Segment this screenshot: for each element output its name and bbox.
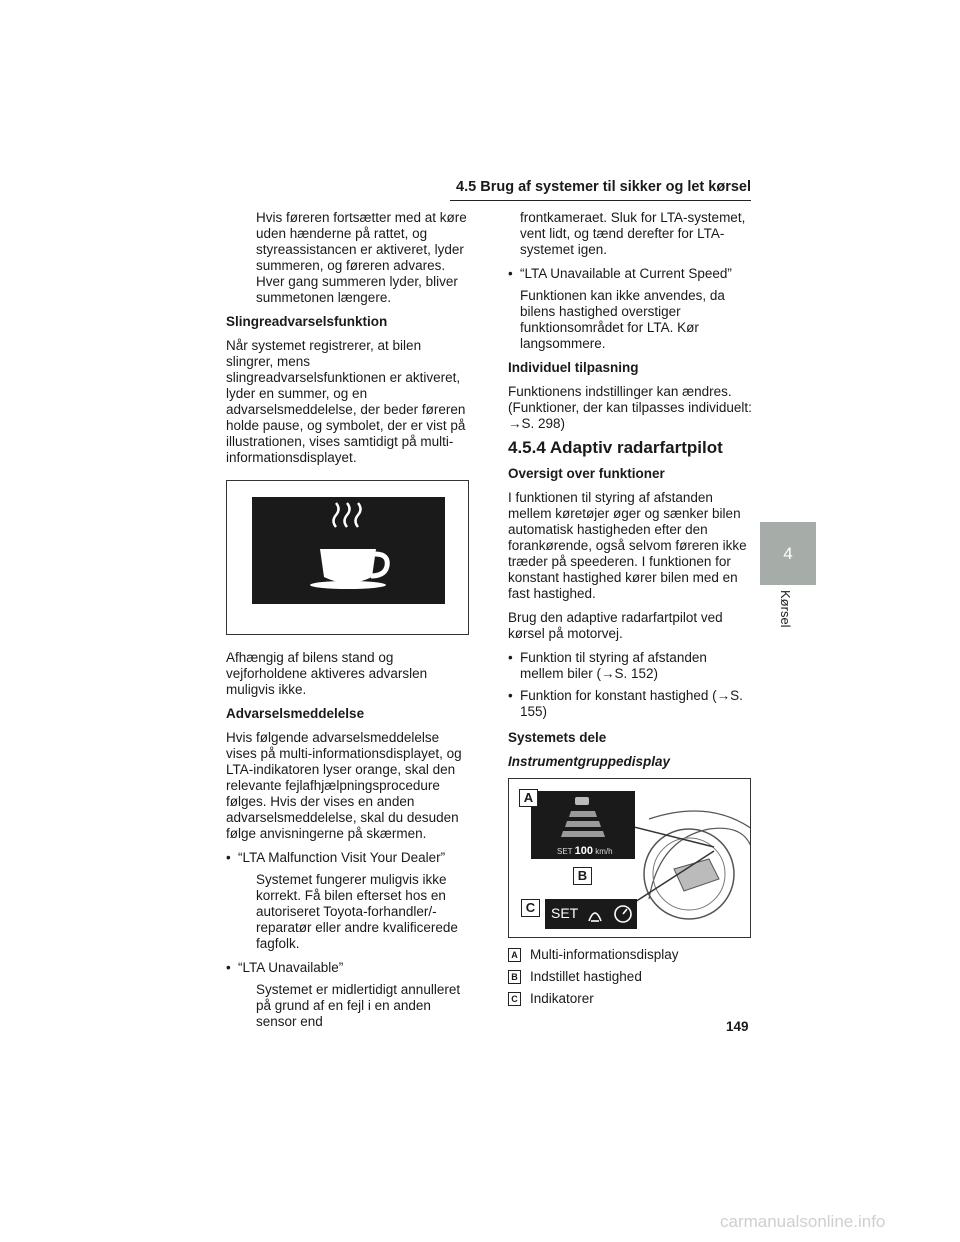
right-column [508, 210, 753, 784]
heading-slingreadvarsel: Slingreadvarselsfunktion [226, 314, 388, 329]
chapter-tab[interactable]: 4 [760, 522, 816, 585]
watermark: carmanualsonline.info [720, 1212, 886, 1231]
paragraph: Funktionens indstillinger kan ændres. (Funktioner, der kan tilpasses individuelt: →S. 298) [508, 384, 752, 431]
paragraph: Afhængig af bilens stand og vejforholdene aktiveres advarslen muligvis ikke. [226, 650, 428, 697]
paragraph: frontkameraet. Sluk for LTA-systemet, vent lidt, og tænd derefter for LTA-systemet igen. [520, 210, 746, 257]
list-item: • “LTA Malfunction Visit Your Dealer” [226, 850, 446, 865]
page-number: 149 [726, 1019, 749, 1034]
coffee-cup-icon [252, 497, 445, 604]
left-column-lower [226, 650, 471, 1038]
paragraph: Brug den adaptive radarfartpilot ved kørsel på motorvej. [508, 610, 723, 641]
callout-a: A [519, 789, 538, 807]
callout-b: B [573, 867, 592, 885]
paragraph: Systemet fungerer muligvis ikke korrekt. Få bilen efterset hos en autoriseret Toyota-forhandler/-reparatør eller andre kvalificerede fagfolk. [256, 872, 458, 951]
radar-cruise-icon [545, 899, 637, 929]
legend-item-c: C Indikatorer [508, 991, 594, 1006]
heading-instrumentgruppedisplay: Instrumentgruppedisplay [508, 754, 671, 769]
section-title: 4.5.4 Adaptiv radarfartpilot [508, 438, 723, 457]
display-screen [252, 497, 445, 604]
running-header: 4.5 Brug af systemer til sikker og let kørsel [450, 176, 751, 201]
list-item: • Funktion for konstant hastighed (→S. 155) [508, 688, 743, 719]
callout-c: C [521, 899, 540, 917]
legend-item-b: B Indstillet hastighed [508, 969, 642, 984]
paragraph: I funktionen til styring af afstanden mellem køretøjer øger og sænker bilen automatisk hastigheden efter den forankørende, også selvom føreren ikke træder på speederen. I funktionen for konstant hastighed kører bilen med en fast hastighed. [508, 490, 747, 601]
coffee-cup-figure [226, 480, 469, 635]
legend-item-a: A Multi-informationsdisplay [508, 947, 679, 962]
list-item: • Funktion til styring af afstanden mellem biler (→S. 152) [508, 650, 707, 681]
heading-oversigt: Oversigt over funktioner [508, 466, 665, 481]
left-column [226, 210, 471, 474]
paragraph: Når systemet registrerer, at bilen slingrer, mens slingreadvarselsfunktionen er aktiveret, lyder en summer, og en advarselsmeddelelse, der beder føreren holde pause, og symbolet, der er vist på illustrationen, vises samtidigt på multi-informationsdisplayet. [226, 338, 466, 465]
set-indicator: SET [551, 905, 579, 921]
paragraph: Hvis følgende advarselsmeddelelse vises på multi-informationsdisplayet, og LTA-indikatoren lyser orange, skal den relevante fejlafhjælpningsprocedure følges. Hvis der vises en anden advarselsmeddelelse, skal du desuden følge anvisningerne på skærmen. [226, 730, 462, 841]
list-item: • “LTA Unavailable at Current Speed” [508, 266, 732, 281]
heading-advarselsmeddelelse: Advarselsmeddelelse [226, 706, 365, 721]
multi-info-display [531, 791, 635, 859]
chapter-label: Kørsel [778, 590, 793, 628]
instrument-cluster-figure [508, 778, 751, 938]
heading-individuel-tilpasning: Individuel tilpasning [508, 360, 639, 375]
paragraph: Systemet er midlertidigt annulleret på grund af en fejl i en anden sensor end [256, 982, 461, 1029]
indicator-strip [545, 899, 637, 929]
paragraph: Hvis føreren fortsætter med at køre uden hænderne på rattet, og styreassistancen er aktiveret, lyder summeren, og føreren advares. Hver gang summeren lyder, bliver summetonen længere. [256, 210, 467, 305]
heading-systemets-dele: Systemets dele [508, 730, 607, 745]
list-item: • “LTA Unavailable” [226, 960, 344, 975]
paragraph: Funktionen kan ikke anvendes, da bilens hastighed overstiger funktionsområdet for LTA. Kør langsommere. [520, 288, 725, 351]
set-speed-readout: SET 100 km/h [557, 845, 613, 857]
